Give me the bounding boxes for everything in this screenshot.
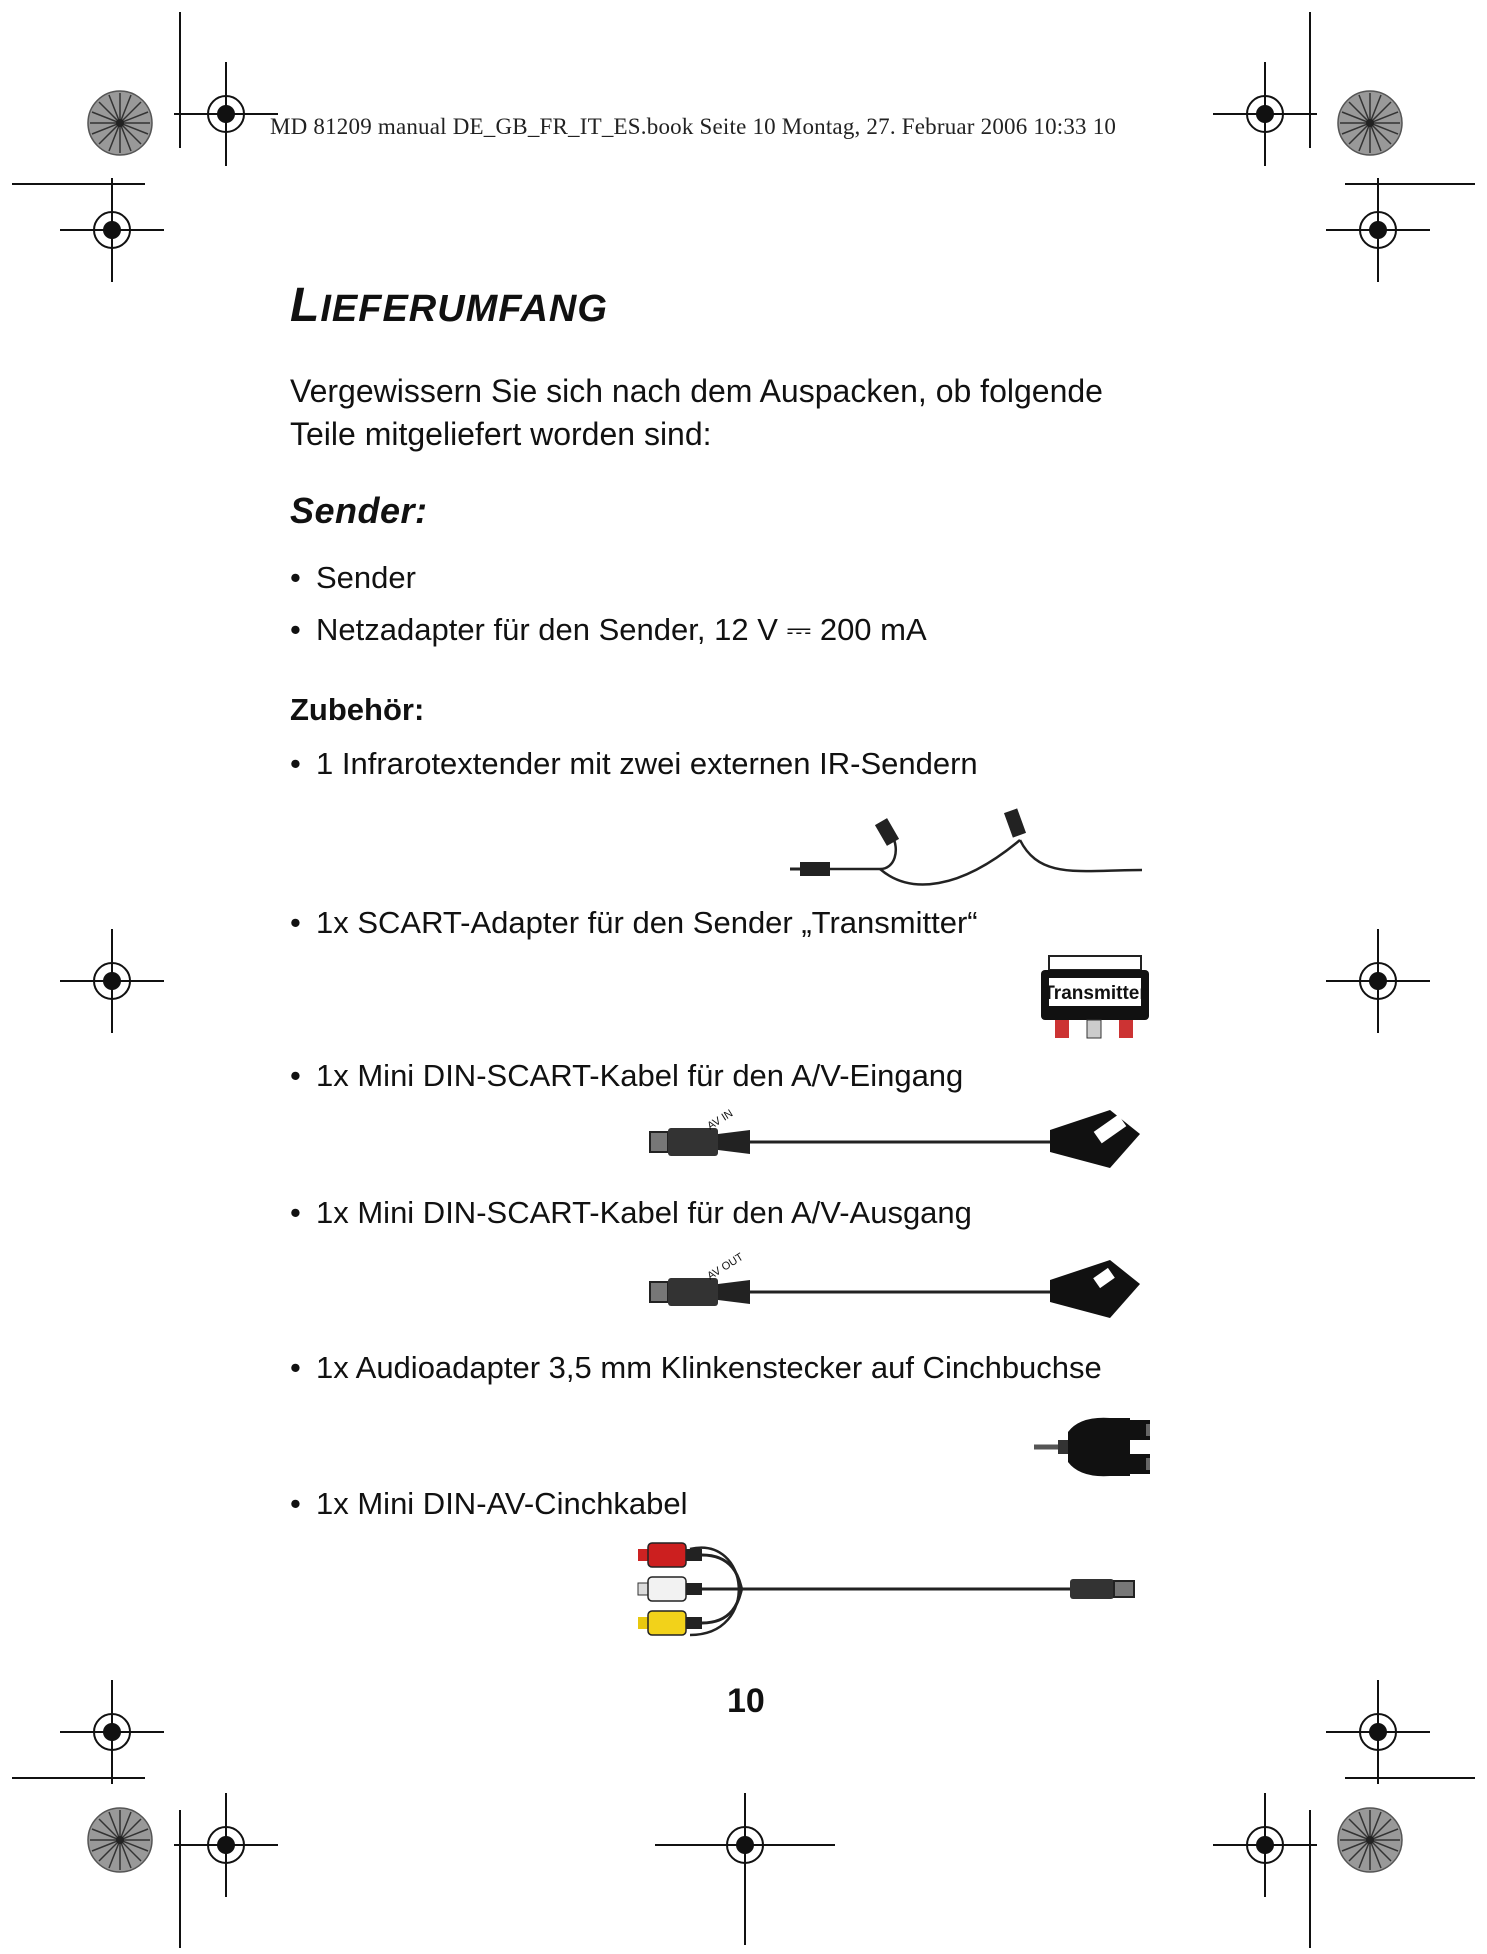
page-number: 10 [727,1682,765,1720]
bullet: • [290,1350,301,1385]
item-text: 1x Mini DIN-SCART-Kabel für den A/V-Ausgang [316,1195,972,1230]
scart-cable-in-illustration [640,1100,1150,1180]
av-out-label: AV OUT [705,1251,746,1283]
list-item [290,746,978,782]
page-title [290,278,608,333]
audio-adapter-illustration [1030,1412,1155,1482]
list-item [290,1195,972,1231]
accessories-heading: Zubehör: [290,692,425,727]
item-text: 1x Mini DIN-AV-Cinchkabel [316,1486,688,1521]
list-item [290,905,978,941]
bullet: • [290,746,301,781]
title-rest: IEFERUMFANG [320,288,608,330]
intro-line-1: Vergewissern Sie sich nach dem Auspacken, ob folgende [290,373,1103,409]
list-item [290,1486,688,1522]
bullet: • [290,560,301,595]
item-text: 1x Mini DIN-SCART-Kabel für den A/V-Eingang [316,1058,964,1093]
cinch-cable-illustration [630,1535,1150,1645]
item-text: 1 Infrarotextender mit zwei externen IR-Sendern [316,746,978,781]
bullet: • [290,1195,301,1230]
list-item [290,1350,1102,1386]
av-in-label: AV IN [705,1107,736,1133]
print-header: MD 81209 manual DE_GB_FR_IT_ES.book Seite 10 Montag, 27. Februar 2006 10:33 10 [270,114,1117,139]
scart-cable-out-illustration [640,1250,1150,1330]
list-item [290,560,416,596]
item-text: Netzadapter für den Sender, 12 V ⎓ 200 mA [316,612,927,647]
intro-line-2: Teile mitgeliefert worden sind: [290,416,712,452]
sender-heading: Sender: [290,490,428,531]
intro-paragraph [290,370,1290,456]
title-initial: L [290,279,321,332]
bullet: • [290,612,301,647]
list-item [290,612,927,649]
list-item [290,1058,963,1094]
ir-extender-illustration [780,800,1150,890]
bullet: • [290,1058,301,1093]
transmitter-label: Transmitter [1043,983,1147,1004]
bullet: • [290,905,301,940]
scart-adapter-illustration [1035,952,1155,1044]
item-text: Sender [316,560,416,595]
bullet: • [290,1486,301,1521]
item-text: 1x Audioadapter 3,5 mm Klinkenstecker auf Cinchbuchse [316,1350,1102,1385]
item-text: 1x SCART-Adapter für den Sender „Transmitter“ [316,905,978,940]
